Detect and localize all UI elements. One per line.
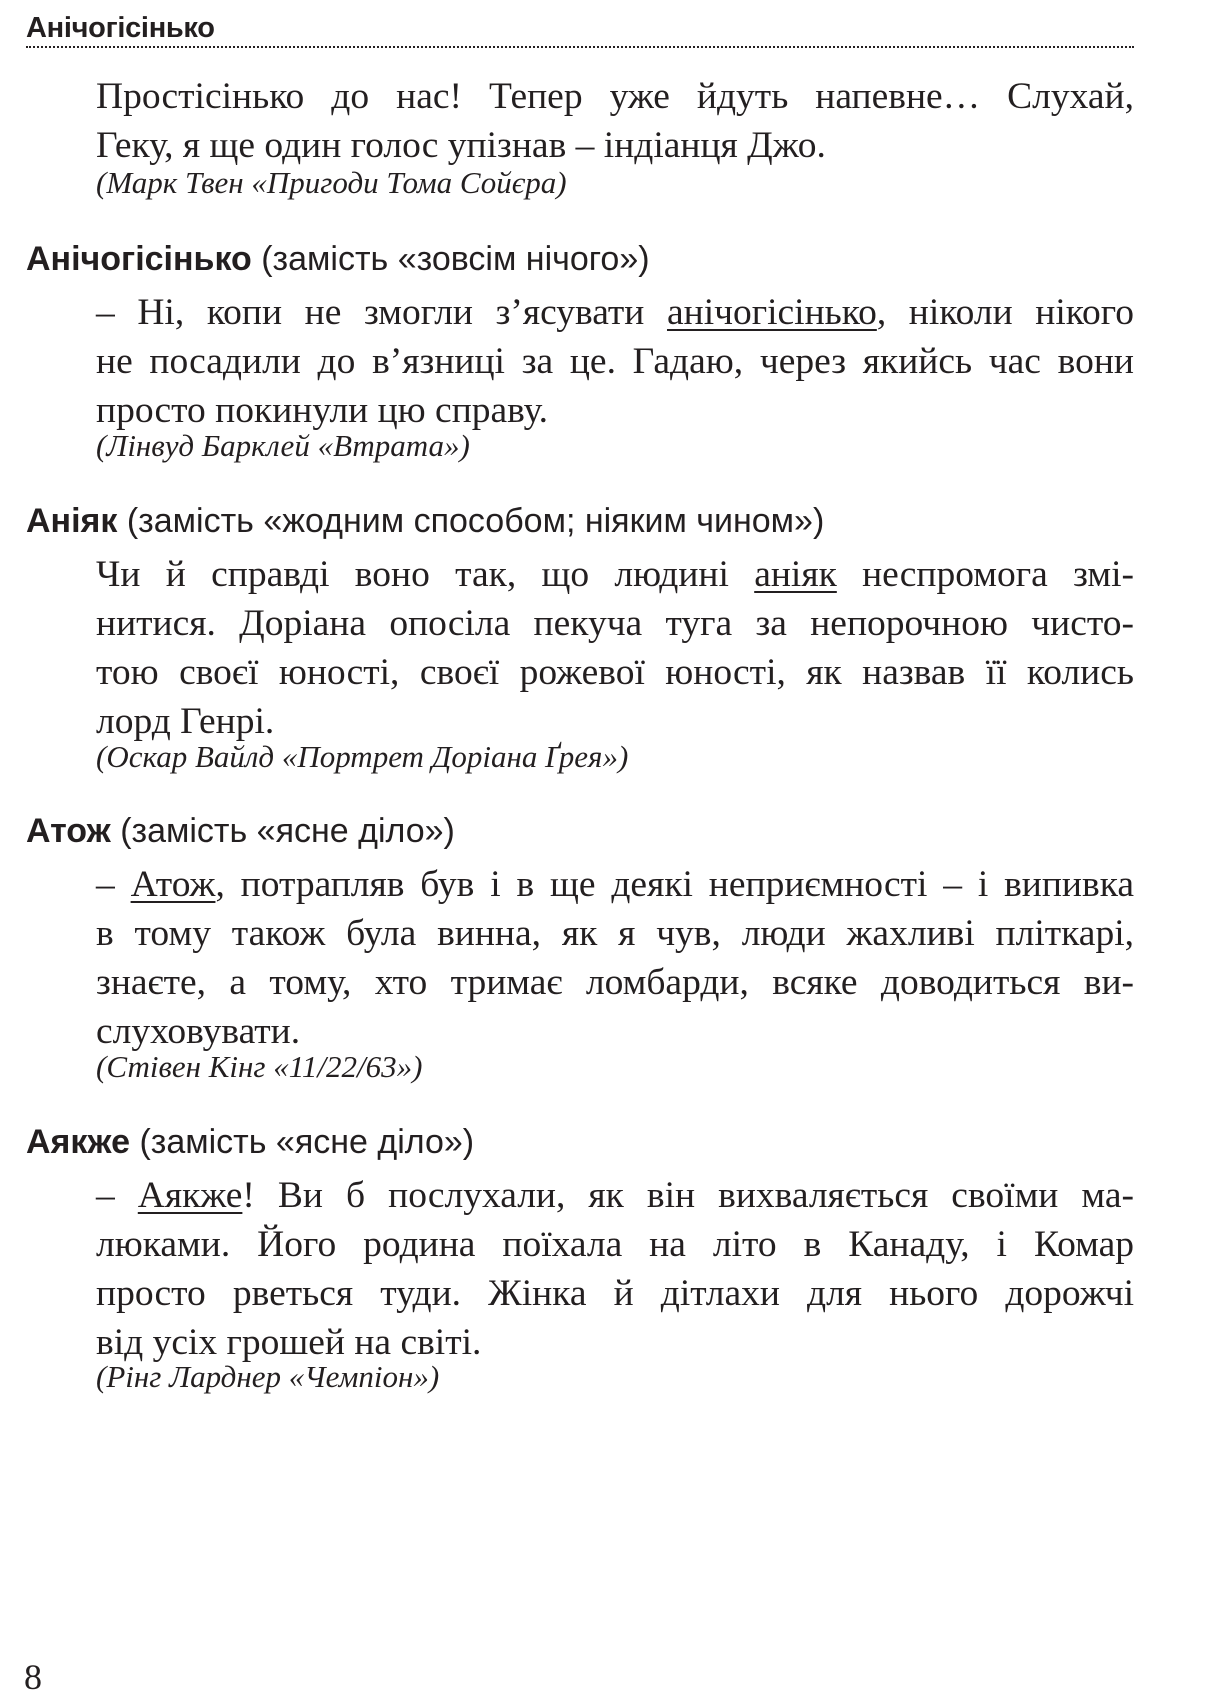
- entry-gloss: (замість «жодним способом; ніяким чином»): [126, 502, 825, 540]
- quote-line: люками. Його родина поїхала на літо в Канаду, і Комар: [96, 1224, 1134, 1265]
- header-dotted-rule: [26, 46, 1134, 48]
- quote-line: тою своєї юності, своєї рожевої юності, як назвав її колись: [96, 652, 1134, 693]
- quote-line: від усіх грошей на світі.: [96, 1322, 482, 1363]
- entry-term: Аніяк: [26, 502, 118, 540]
- entry-gloss: (замість «зовсім нічого»): [261, 240, 650, 278]
- quote-source: (Оскар Вайлд «Портрет Доріана Ґрея»): [96, 739, 629, 774]
- entry-gloss: (замість «ясне діло»): [139, 1123, 475, 1161]
- quote-line: лорд Генрі.: [96, 701, 275, 742]
- quote-line: в тому також була винна, як я чув, люди жахливі пліткарі,: [96, 913, 1134, 954]
- underlined-term: Аякже: [137, 1175, 243, 1216]
- quote-line: – Ні, копи не змогли з’ясувати анічогісінько, ніколи нікого: [96, 292, 1134, 333]
- quote-line: Геку, я ще один голос упізнав – індіанця Джо.: [96, 125, 826, 166]
- underlined-term: аніяк: [754, 554, 837, 595]
- quote-line: нитися. Доріана опосіла пекуча туга за непорочною чисто-: [96, 603, 1134, 644]
- entry-gloss: (замість «ясне діло»): [120, 812, 455, 850]
- underlined-term: Атож: [130, 864, 216, 905]
- quote-line: – Атож, потрапляв був і в ще деякі неприємності – і випивка: [96, 864, 1135, 905]
- entry-term: Атож: [26, 812, 111, 850]
- quote-source: (Марк Твен «Пригоди Тома Сойєра): [96, 165, 567, 200]
- quote-line: просто покинули цю справу.: [96, 390, 548, 431]
- entry-quote: [96, 550, 1134, 746]
- entry-term: Аякже: [26, 1123, 130, 1161]
- entry-heading: [26, 498, 824, 544]
- quote-line: – Аякже! Ви б послухали, як він вихваляється своїми ма-: [96, 1175, 1134, 1216]
- intro-quote: [96, 72, 1134, 170]
- quote-source: (Рінг Ларднер «Чемпіон»): [96, 1359, 440, 1394]
- entry-heading: [26, 808, 455, 854]
- entry-quote: [96, 288, 1134, 435]
- quote-line: просто рветься туди. Жінка й дітлахи для нього дорожчі: [96, 1273, 1134, 1314]
- quote-source: (Лінвуд Барклей «Втрата»): [96, 428, 470, 463]
- quote-line: знаєте, а тому, хто тримає ломбарди, всяке доводиться ви-: [96, 962, 1134, 1003]
- entry-heading: [26, 1119, 474, 1165]
- entry-quote: [96, 860, 1134, 1056]
- running-head: Анічогісінько: [26, 12, 215, 44]
- entry-heading: [26, 236, 650, 282]
- quote-line: слуховувати.: [96, 1011, 301, 1052]
- entry-quote: [96, 1171, 1134, 1367]
- entry-term: Анічогісінько: [26, 240, 252, 278]
- page-number: 8: [24, 1657, 42, 1697]
- underlined-term: анічогісінько: [666, 292, 877, 333]
- quote-source: (Стівен Кінг «11/22/63»): [96, 1049, 423, 1084]
- quote-line: не посадили до в’язниці за це. Гадаю, через якийсь час вони: [96, 341, 1134, 382]
- quote-line: Простісінько до нас! Тепер уже йдуть напевне… Слухай,: [96, 76, 1134, 117]
- quote-line: Чи й справді воно так, що людині аніяк неспромога змі-: [96, 554, 1134, 595]
